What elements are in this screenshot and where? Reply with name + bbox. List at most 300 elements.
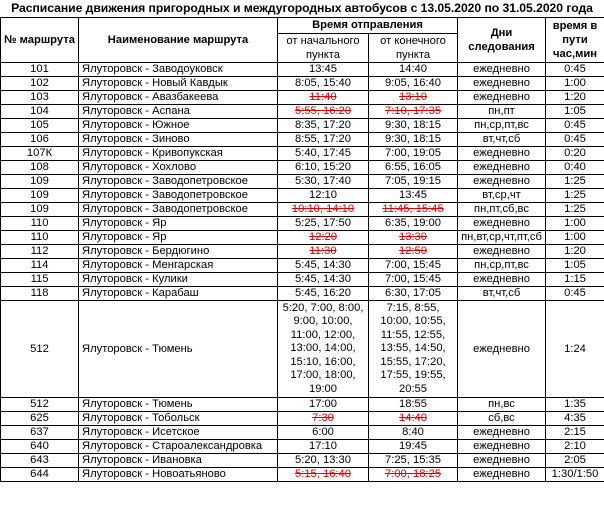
departure-from-end-text: 11:45, 15:45 bbox=[382, 203, 444, 215]
route-name bbox=[79, 217, 278, 231]
days-of-operation bbox=[458, 63, 546, 77]
travel-time bbox=[546, 133, 604, 147]
table-row bbox=[1, 398, 604, 412]
departure-from-end bbox=[369, 426, 458, 440]
departure-from-end bbox=[369, 203, 458, 217]
travel-time bbox=[546, 287, 604, 301]
days-of-operation-text: вт,чт,сб bbox=[482, 287, 521, 299]
days-of-operation-text: ежедневно bbox=[473, 342, 530, 355]
route-number bbox=[1, 412, 79, 426]
table-row bbox=[1, 412, 604, 426]
route-number-text: 640 bbox=[30, 440, 49, 452]
departure-from-end-text: 6:55, 16:05 bbox=[385, 161, 441, 173]
departure-from-start bbox=[278, 105, 369, 119]
travel-time-text: 1:25 bbox=[564, 189, 586, 201]
departure-time-line: 9:00, 10:00, bbox=[293, 315, 353, 328]
route-name bbox=[79, 245, 278, 259]
days-of-operation bbox=[458, 119, 546, 133]
route-number-text: 104 bbox=[30, 105, 49, 117]
departure-time-line: 11:55, 12:55, bbox=[380, 328, 446, 341]
route-name bbox=[79, 398, 278, 412]
route-name bbox=[79, 161, 278, 175]
route-number bbox=[1, 454, 79, 468]
travel-time-text: 2:10 bbox=[564, 440, 586, 452]
route-number-text: 112 bbox=[30, 245, 49, 257]
route-number bbox=[1, 468, 79, 482]
days-of-operation-text: пн,пт bbox=[488, 105, 515, 117]
departure-from-start bbox=[278, 203, 369, 217]
departure-from-start bbox=[278, 231, 369, 245]
days-of-operation-text: ежедневно bbox=[473, 454, 530, 466]
route-name-text: Ялуторовск - Менгарская bbox=[82, 259, 214, 271]
days-of-operation-text: ежедневно bbox=[473, 91, 530, 103]
travel-time-text: 1:15 bbox=[564, 273, 586, 285]
departure-from-start bbox=[278, 398, 369, 412]
departure-time-line: 10:00, 10:55, bbox=[380, 315, 446, 328]
departure-from-start-text: 5:40, 17:45 bbox=[295, 147, 351, 159]
departure-from-end bbox=[369, 412, 458, 426]
travel-time-text: 0:40 bbox=[564, 161, 586, 173]
departure-from-start bbox=[278, 301, 369, 398]
travel-time bbox=[546, 426, 604, 440]
route-number-text: 625 bbox=[30, 412, 49, 424]
departure-from-end-text: 6:30, 17:05 bbox=[385, 287, 441, 299]
route-number bbox=[1, 273, 79, 287]
route-name bbox=[79, 175, 278, 189]
route-number-text: 105 bbox=[30, 119, 49, 131]
departure-from-end bbox=[369, 119, 458, 133]
route-name bbox=[79, 133, 278, 147]
route-number-text: 114 bbox=[30, 259, 49, 271]
days-of-operation-text: ежедневно bbox=[473, 175, 530, 187]
route-number bbox=[1, 440, 79, 454]
travel-time bbox=[546, 301, 604, 398]
departure-from-start bbox=[278, 412, 369, 426]
departure-from-start-text: 12:10 bbox=[309, 189, 337, 201]
route-number-text: 107К bbox=[26, 147, 53, 159]
travel-time bbox=[546, 105, 604, 119]
header-travel-time: время в пути час,мин bbox=[546, 18, 604, 63]
departure-from-end bbox=[369, 245, 458, 259]
days-of-operation bbox=[458, 91, 546, 105]
departure-from-start-text: 5:55, 16:20 bbox=[295, 105, 351, 117]
departure-from-end-text: 13:10 bbox=[399, 91, 427, 103]
departure-time-line: 15:10, 16:00, bbox=[290, 355, 356, 368]
travel-time bbox=[546, 454, 604, 468]
route-number-text: 109 bbox=[30, 203, 49, 215]
days-of-operation bbox=[458, 426, 546, 440]
departure-from-start bbox=[278, 77, 369, 91]
table-row bbox=[1, 245, 604, 259]
route-name bbox=[79, 468, 278, 482]
table-row bbox=[1, 231, 604, 245]
route-number bbox=[1, 105, 79, 119]
departure-from-start bbox=[278, 287, 369, 301]
travel-time-text: 0:45 bbox=[564, 287, 586, 299]
table-row bbox=[1, 63, 604, 77]
travel-time bbox=[546, 259, 604, 273]
departure-from-end bbox=[369, 189, 458, 203]
departure-from-start-text: 6:00 bbox=[312, 426, 334, 438]
route-name-text: Ялуторовск - Кривопукская bbox=[82, 147, 223, 159]
route-number bbox=[1, 398, 79, 412]
route-number-text: 102 bbox=[30, 77, 49, 89]
days-of-operation-text: пн,ср,пт,вс bbox=[474, 119, 529, 131]
travel-time bbox=[546, 119, 604, 133]
departure-from-start bbox=[278, 273, 369, 287]
route-name bbox=[79, 231, 278, 245]
departure-from-start bbox=[278, 147, 369, 161]
days-of-operation-text: ежедневно bbox=[473, 77, 530, 89]
departure-from-end bbox=[369, 175, 458, 189]
table-row bbox=[1, 468, 604, 482]
schedule-body bbox=[1, 63, 604, 482]
route-number-text: 108 bbox=[30, 161, 49, 173]
table-row bbox=[1, 133, 604, 147]
departure-from-start-text: 5:25, 17:50 bbox=[295, 217, 351, 229]
days-of-operation bbox=[458, 189, 546, 203]
route-name-text: Ялуторовск - Исетское bbox=[82, 426, 200, 438]
days-of-operation-text: ежедневно bbox=[473, 440, 530, 452]
departure-from-start-text: 11:40 bbox=[309, 91, 337, 103]
days-of-operation-text: ежедневно bbox=[473, 147, 530, 159]
travel-time-text: 1:00 bbox=[564, 231, 586, 243]
route-name-text: Ялуторовск - Бердюгино bbox=[82, 245, 210, 257]
page-title: Расписание движения пригородных и междугородных автобусов с 13.05.2020 по 31.05.2020 года bbox=[11, 1, 593, 15]
table-row bbox=[1, 203, 604, 217]
header-route-no: № маршрута bbox=[1, 18, 79, 63]
departure-from-start-text: 13:45 bbox=[309, 63, 337, 75]
route-name-text: Ялуторовск - Ивановка bbox=[82, 454, 202, 466]
route-name bbox=[79, 91, 278, 105]
route-number-text: 106 bbox=[30, 133, 49, 145]
travel-time bbox=[546, 440, 604, 454]
travel-time bbox=[546, 217, 604, 231]
route-number bbox=[1, 77, 79, 91]
departure-from-end bbox=[369, 77, 458, 91]
route-number bbox=[1, 259, 79, 273]
departure-from-start bbox=[278, 91, 369, 105]
departure-from-start-text: 5:45, 14:30 bbox=[295, 273, 351, 285]
days-of-operation bbox=[458, 273, 546, 287]
route-number bbox=[1, 161, 79, 175]
days-of-operation bbox=[458, 231, 546, 245]
route-name bbox=[79, 119, 278, 133]
route-name bbox=[79, 440, 278, 454]
departure-from-start-text: 5:15, 16:40 bbox=[295, 468, 351, 480]
route-name bbox=[79, 301, 278, 398]
travel-time-text: 1:25 bbox=[564, 175, 586, 187]
departure-from-end-text: 13:45 bbox=[399, 189, 427, 201]
departure-from-start bbox=[278, 245, 369, 259]
table-row bbox=[1, 161, 604, 175]
table-row bbox=[1, 189, 604, 203]
departure-from-start bbox=[278, 440, 369, 454]
table-row bbox=[1, 426, 604, 440]
departure-from-start bbox=[278, 133, 369, 147]
days-of-operation bbox=[458, 259, 546, 273]
departure-time-line: 19:00 bbox=[309, 382, 337, 395]
departure-from-start-text: 7:30 bbox=[312, 412, 334, 424]
days-of-operation bbox=[458, 245, 546, 259]
departure-time-line: 17:00, 18:00, bbox=[290, 369, 356, 382]
route-name-text: Ялуторовск - Хохлово bbox=[82, 161, 197, 173]
departure-time-line: 5:20, 7:00, 8:00, bbox=[282, 302, 364, 315]
departure-time-line: 13:55, 14:50, bbox=[380, 342, 446, 355]
departure-time-line: 17:55, 19:55, bbox=[380, 369, 446, 382]
departure-from-end-text: 7:25, 15:35 bbox=[385, 454, 441, 466]
departure-from-start bbox=[278, 426, 369, 440]
days-of-operation-text: ежедневно bbox=[473, 273, 530, 285]
departure-from-end-text: 6:35, 19:00 bbox=[385, 217, 441, 229]
days-of-operation-text: вт,ср,чт bbox=[482, 189, 521, 201]
days-of-operation-text: пн,вс bbox=[488, 398, 515, 410]
departure-from-start-text: 5:20, 13:30 bbox=[295, 454, 351, 466]
route-name bbox=[79, 412, 278, 426]
departure-from-end-text: 18:55 bbox=[399, 398, 427, 410]
departure-from-end-text: 8:40 bbox=[402, 426, 424, 438]
travel-time-text: 0:45 bbox=[564, 133, 586, 145]
route-name-text: Ялуторовск - Аспана bbox=[82, 105, 190, 117]
travel-time bbox=[546, 203, 604, 217]
departure-from-start bbox=[278, 119, 369, 133]
route-number bbox=[1, 189, 79, 203]
route-name bbox=[79, 273, 278, 287]
route-number bbox=[1, 217, 79, 231]
travel-time-text: 2:05 bbox=[564, 454, 586, 466]
route-name bbox=[79, 454, 278, 468]
route-name-text: Ялуторовск - Заводопетровское bbox=[82, 189, 248, 201]
departure-from-end-text: 7:00, 15:45 bbox=[385, 259, 441, 271]
days-of-operation bbox=[458, 133, 546, 147]
table-row bbox=[1, 119, 604, 133]
route-number-text: 512 bbox=[30, 398, 49, 410]
header-route-name: Наименование маршрута bbox=[79, 18, 278, 63]
departure-from-end bbox=[369, 398, 458, 412]
departure-from-start-text: 8:35, 17:20 bbox=[295, 119, 351, 131]
days-of-operation bbox=[458, 468, 546, 482]
route-name-text: Ялуторовск - Яр bbox=[82, 217, 167, 229]
departure-from-start-text: 10:10, 14:10 bbox=[291, 203, 355, 215]
table-row bbox=[1, 259, 604, 273]
route-name bbox=[79, 105, 278, 119]
route-name-text: Ялуторовск - Зиново bbox=[82, 133, 190, 145]
travel-time-text: 1:05 bbox=[564, 105, 586, 117]
table-row bbox=[1, 287, 604, 301]
travel-time bbox=[546, 161, 604, 175]
table-row bbox=[1, 454, 604, 468]
route-number-text: 101 bbox=[30, 63, 49, 75]
travel-time-text: 0:45 bbox=[564, 63, 586, 75]
days-of-operation bbox=[458, 412, 546, 426]
departure-from-end-text: 9:30, 18:15 bbox=[385, 133, 441, 145]
days-of-operation bbox=[458, 287, 546, 301]
days-of-operation-text: ежедневно bbox=[473, 63, 530, 75]
departure-from-start-text: 8:55, 17:20 bbox=[295, 133, 351, 145]
route-name bbox=[79, 147, 278, 161]
table-row bbox=[1, 301, 604, 398]
departure-from-end bbox=[369, 147, 458, 161]
header-departure-group: Время отправления bbox=[278, 18, 458, 34]
route-number-text: 109 bbox=[30, 175, 49, 187]
route-name-text: Ялуторовск - Новоатьяново bbox=[82, 468, 226, 480]
departure-from-end bbox=[369, 161, 458, 175]
route-number bbox=[1, 245, 79, 259]
route-number-text: 103 bbox=[30, 91, 49, 103]
route-number bbox=[1, 426, 79, 440]
route-number bbox=[1, 231, 79, 245]
days-of-operation-text: пн,пт,сб,вс bbox=[474, 203, 529, 215]
departure-from-start-text: 17:10 bbox=[309, 440, 337, 452]
travel-time bbox=[546, 189, 604, 203]
route-name bbox=[79, 189, 278, 203]
route-name bbox=[79, 287, 278, 301]
route-name-text: Ялуторовск - Тюмень bbox=[82, 398, 193, 410]
departure-from-end bbox=[369, 133, 458, 147]
departure-from-start bbox=[278, 259, 369, 273]
travel-time bbox=[546, 398, 604, 412]
days-of-operation-text: ежедневно bbox=[473, 426, 530, 438]
departure-from-end bbox=[369, 468, 458, 482]
route-name-text: Ялуторовск - Новый Кавдык bbox=[82, 77, 228, 89]
departure-from-end bbox=[369, 63, 458, 77]
travel-time bbox=[546, 77, 604, 91]
route-name-text: Ялуторовск - Тобольск bbox=[82, 412, 200, 424]
travel-time-text: 1:05 bbox=[564, 259, 586, 271]
departure-from-start bbox=[278, 161, 369, 175]
travel-time-text: 1:20 bbox=[564, 245, 586, 257]
departure-from-end-text: 12:50 bbox=[399, 245, 427, 257]
travel-time-text: 2:15 bbox=[564, 426, 586, 438]
table-row bbox=[1, 147, 604, 161]
route-number-text: 110 bbox=[30, 217, 49, 229]
days-of-operation-text: пн,вт,ср,чт,пт,сб bbox=[461, 231, 542, 243]
departure-from-end bbox=[369, 217, 458, 231]
departure-from-end-text: 14:40 bbox=[399, 412, 427, 424]
route-number bbox=[1, 119, 79, 133]
departure-time-line: 11:00, 12:00, bbox=[290, 328, 356, 341]
departure-from-start-text: 5:45, 16:20 bbox=[295, 287, 351, 299]
departure-from-start-text: 6:10, 15:20 bbox=[295, 161, 351, 173]
departure-from-end-text: 7:05, 19:15 bbox=[385, 175, 441, 187]
days-of-operation-text: пн,ср,пт,вс bbox=[474, 259, 529, 271]
travel-time-text: 1:30/1:50 bbox=[551, 468, 599, 480]
table-row bbox=[1, 91, 604, 105]
days-of-operation-text: ежедневно bbox=[473, 468, 530, 480]
days-of-operation bbox=[458, 217, 546, 231]
days-of-operation bbox=[458, 147, 546, 161]
departure-from-end bbox=[369, 301, 458, 398]
route-name-text: Ялуторовск - Авазбакеева bbox=[82, 91, 219, 103]
days-of-operation bbox=[458, 301, 546, 398]
travel-time bbox=[546, 175, 604, 189]
departure-from-end bbox=[369, 273, 458, 287]
route-number-text: 118 bbox=[30, 287, 49, 299]
travel-time bbox=[546, 245, 604, 259]
departure-from-end-text: 9:30, 18:15 bbox=[385, 119, 441, 131]
route-number-text: 644 bbox=[30, 468, 49, 480]
route-name bbox=[79, 77, 278, 91]
route-name bbox=[79, 259, 278, 273]
travel-time-text: 4:35 bbox=[564, 412, 586, 424]
table-row bbox=[1, 440, 604, 454]
route-number-text: 110 bbox=[30, 231, 49, 243]
table-row bbox=[1, 273, 604, 287]
departure-from-end bbox=[369, 231, 458, 245]
route-name bbox=[79, 203, 278, 217]
days-of-operation bbox=[458, 105, 546, 119]
departure-from-end-text: 14:40 bbox=[399, 63, 427, 75]
route-name-text: Ялуторовск - Заводопетровское bbox=[82, 203, 248, 215]
travel-time bbox=[546, 273, 604, 287]
departure-from-start-text: 5:30, 17:40 bbox=[295, 175, 351, 187]
departure-from-start bbox=[278, 217, 369, 231]
departure-from-end-text: 13:30 bbox=[399, 231, 427, 243]
route-name bbox=[79, 426, 278, 440]
travel-time-text: 1:24 bbox=[564, 342, 586, 355]
route-number bbox=[1, 203, 79, 217]
route-name-text: Ялуторовск - Заводоуковск bbox=[82, 63, 223, 75]
route-number bbox=[1, 63, 79, 77]
table-row bbox=[1, 77, 604, 91]
table-row bbox=[1, 175, 604, 189]
route-name-text: Ялуторовск - Карабаш bbox=[82, 287, 199, 299]
route-number-text: 109 bbox=[30, 189, 49, 201]
departure-from-end bbox=[369, 105, 458, 119]
route-name-text: Ялуторовск - Заводопетровское bbox=[82, 175, 248, 187]
table-row bbox=[1, 217, 604, 231]
departure-from-end-text: 7:00, 18:25 bbox=[385, 468, 441, 480]
travel-time-text: 1:20 bbox=[564, 91, 586, 103]
departure-from-start-text: 8:05, 15:40 bbox=[295, 77, 351, 89]
route-name bbox=[79, 63, 278, 77]
route-number-text: 643 bbox=[30, 454, 49, 466]
departure-time-line: 7:15, 8:55, bbox=[386, 302, 440, 315]
departure-from-start bbox=[278, 63, 369, 77]
route-number bbox=[1, 133, 79, 147]
travel-time bbox=[546, 147, 604, 161]
days-of-operation bbox=[458, 454, 546, 468]
route-number-text: 115 bbox=[30, 273, 49, 285]
days-of-operation bbox=[458, 398, 546, 412]
departure-from-end-text: 19:45 bbox=[399, 440, 427, 452]
days-of-operation-text: вт,чт,сб bbox=[482, 133, 521, 145]
departure-from-end-text: 9:05, 16:40 bbox=[385, 77, 441, 89]
days-of-operation bbox=[458, 440, 546, 454]
route-number bbox=[1, 301, 79, 398]
travel-time bbox=[546, 412, 604, 426]
departure-from-start bbox=[278, 468, 369, 482]
header-from-end: от конечного пункта bbox=[369, 34, 458, 63]
route-number bbox=[1, 175, 79, 189]
travel-time-text: 1:25 bbox=[564, 203, 586, 215]
departure-from-start-text: 17:00 bbox=[309, 398, 337, 410]
travel-time-text: 1:35 bbox=[564, 398, 586, 410]
route-name-text: Ялуторовск - Яр bbox=[82, 231, 167, 243]
route-number-text: 637 bbox=[30, 426, 49, 438]
travel-time-text: 1:00 bbox=[564, 217, 586, 229]
travel-time bbox=[546, 63, 604, 77]
departure-from-end bbox=[369, 259, 458, 273]
days-of-operation bbox=[458, 161, 546, 175]
route-name-text: Ялуторовск - Кулики bbox=[82, 273, 188, 285]
travel-time-text: 0:20 bbox=[564, 147, 586, 159]
route-name-text: Ялуторовск - Южное bbox=[82, 119, 190, 131]
departure-from-end bbox=[369, 287, 458, 301]
days-of-operation-text: ежедневно bbox=[473, 217, 530, 229]
table-row bbox=[1, 105, 604, 119]
days-of-operation-text: ежедневно bbox=[473, 161, 530, 173]
